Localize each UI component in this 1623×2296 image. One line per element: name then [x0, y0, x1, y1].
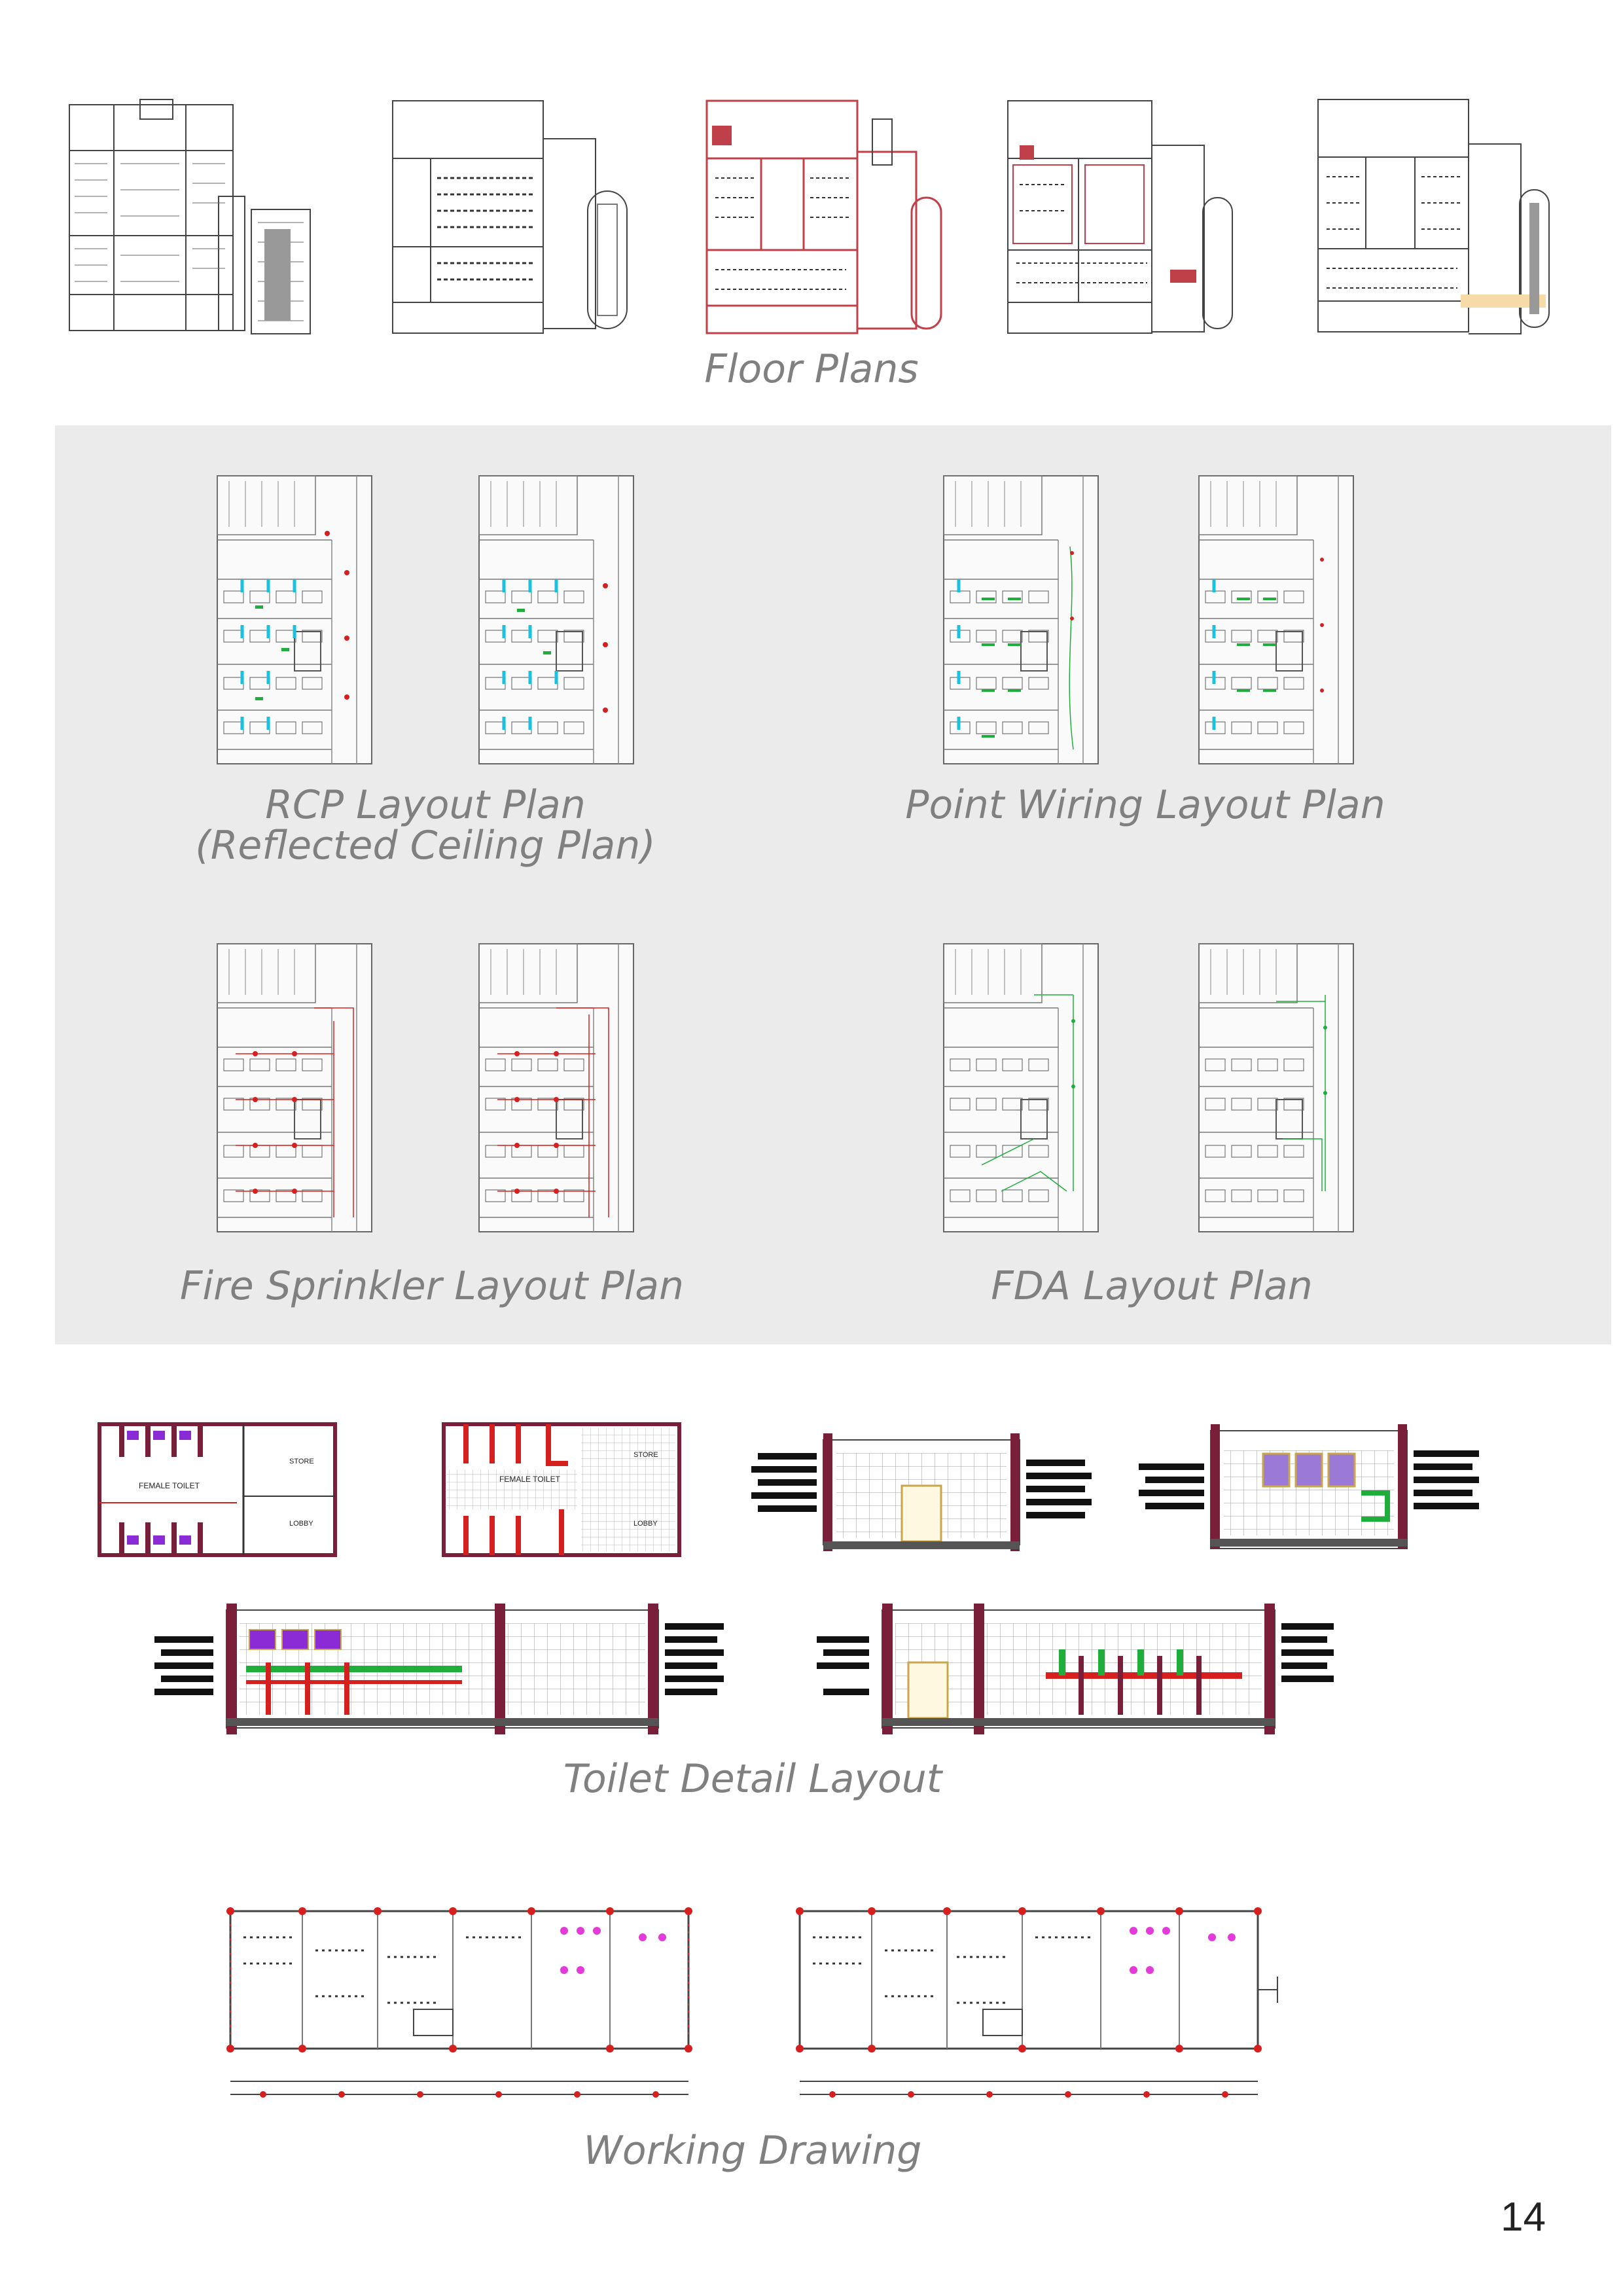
fire-sprinkler-caption: Fire Sprinkler Layout Plan — [179, 1263, 685, 1309]
lobby-label: LOBBY — [289, 1520, 313, 1528]
point-wiring-plan-a — [942, 475, 1099, 769]
working-drawing-caption: Working Drawing — [583, 2128, 922, 2174]
toilet-detail-caption: Toilet Detail Layout — [563, 1756, 942, 1802]
toilet-elevation-b — [1139, 1411, 1479, 1568]
rcp-plan-a — [216, 475, 373, 769]
toilet-elevation-c — [154, 1597, 730, 1741]
point-wiring-caption: Point Wiring Layout Plan — [905, 782, 1385, 828]
lobby-label-b: LOBBY — [633, 1520, 658, 1528]
page-number: 14 — [1501, 2195, 1546, 2240]
toilet-plan-b — [418, 1411, 705, 1568]
fda-caption: FDA Layout Plan — [991, 1263, 1313, 1309]
floor-plan-1 — [68, 98, 317, 334]
rcp-plan-b — [478, 475, 635, 769]
floor-plans-caption: Floor Plans — [704, 346, 919, 392]
store-label-b: STORE — [633, 1451, 658, 1459]
fire-sprinkler-plan-b — [478, 942, 635, 1237]
toilet-plan-a — [73, 1411, 361, 1568]
rcp-caption-line2: (Reflected Ceiling Plan) — [195, 823, 656, 869]
working-drawing-a — [224, 1898, 708, 2121]
point-wiring-plan-b — [1198, 475, 1355, 769]
fda-plan-a — [942, 942, 1099, 1237]
floor-plan-5 — [1317, 98, 1578, 334]
toilet-elevation-a — [751, 1414, 1092, 1571]
rcp-caption-line1: RCP Layout Plan — [265, 782, 586, 828]
floor-plan-3 — [705, 99, 954, 335]
female-toilet-label-b: FEMALE TOILET — [499, 1475, 560, 1484]
fda-plan-b — [1198, 942, 1355, 1237]
toilet-elevation-d — [817, 1597, 1340, 1741]
fire-sprinkler-plan-a — [216, 942, 373, 1237]
floor-plan-2 — [391, 99, 640, 335]
female-toilet-label: FEMALE TOILET — [139, 1481, 200, 1490]
store-label: STORE — [289, 1458, 314, 1465]
working-drawing-b — [793, 1898, 1291, 2121]
floor-plan-4 — [1007, 99, 1255, 335]
